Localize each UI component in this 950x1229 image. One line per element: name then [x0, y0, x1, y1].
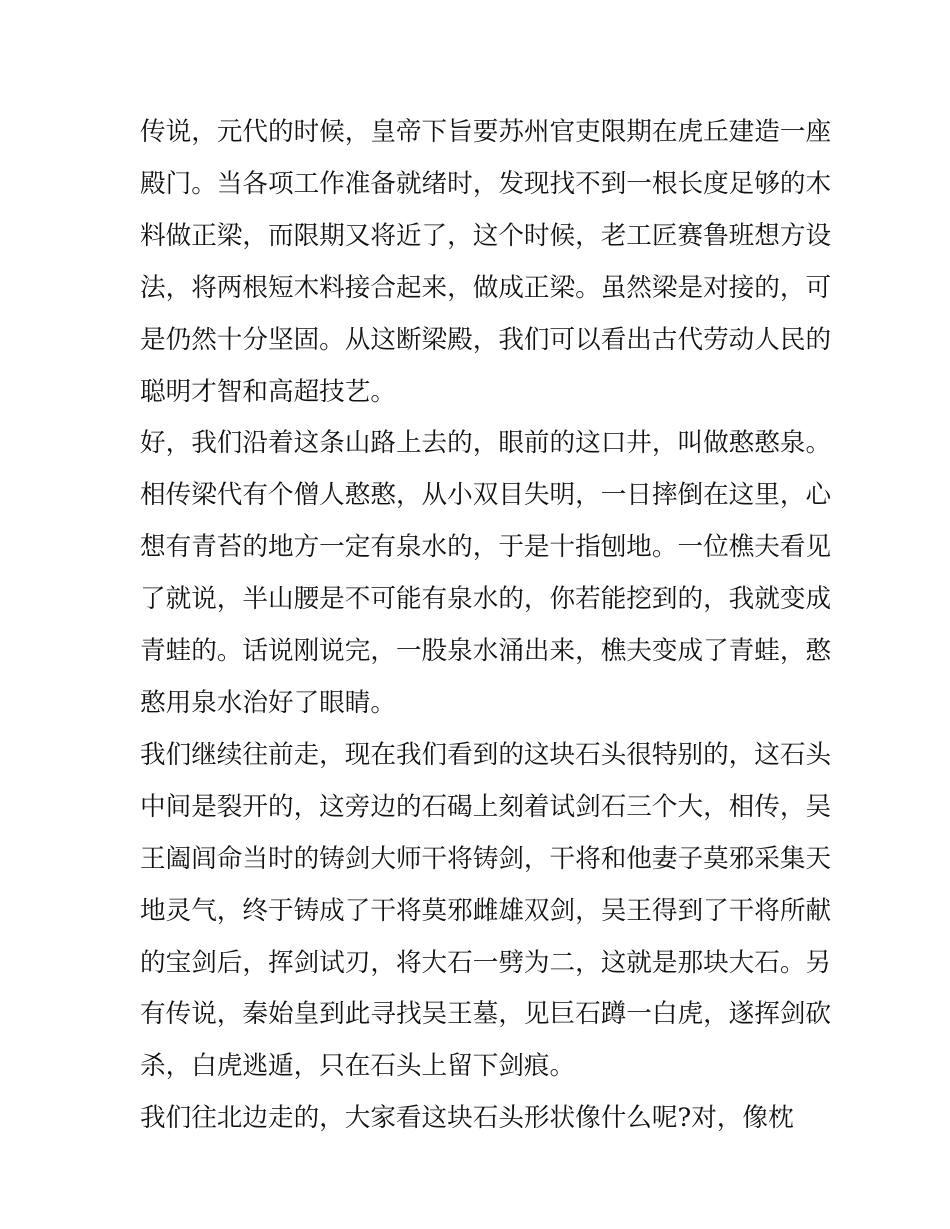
document-body — [140, 107, 832, 1145]
paragraph-duanliang-hall — [140, 107, 832, 418]
text-line: 法，将两根短木料接合起来，做成正梁。虽然梁是对接的，可 — [140, 272, 832, 303]
text-line: 传说，元代的时候，皇帝下旨要苏州官吏限期在虎丘建造一座 — [140, 117, 832, 147]
text-line: 聪明才智和高超技艺。 — [140, 376, 396, 407]
text-line: 的宝剑后，挥剑试刃，将大石一劈为二，这就是那块大石。另 — [140, 947, 832, 978]
text-line: 中间是裂开的，这旁边的石碣上刻着试剑石三个大，相传，吴 — [140, 791, 832, 822]
paragraph-sword-testing-stone — [140, 730, 832, 1093]
text-line: 我们继续往前走，现在我们看到的这块石头很特别的，这石头 — [140, 739, 832, 770]
text-line: 杀，白虎逃遁，只在石头上留下剑痕。 — [140, 1051, 576, 1082]
text-line: 憨用泉水治好了眼睛。 — [140, 687, 396, 718]
text-line: 地灵气，终于铸成了干将莫邪雌雄双剑，吴王得到了干将所献 — [140, 895, 832, 926]
text-line: 相传梁代有个僧人憨憨，从小双目失明，一日摔倒在这里，心 — [140, 480, 832, 511]
paragraph-pillow-stone — [140, 1093, 820, 1145]
text-line: 料做正梁，而限期又将近了，这个时候，老工匠赛鲁班想方设 — [140, 220, 832, 251]
text-line: 了就说，半山腰是不可能有泉水的，你若能挖到的，我就变成 — [140, 584, 832, 615]
text-line: 有传说，秦始皇到此寻找吴王墓，见巨石蹲一白虎，遂挥剑砍 — [140, 999, 832, 1030]
text-line: 王阖闾命当时的铸剑大师干将铸剑，干将和他妻子莫邪采集天 — [140, 843, 832, 874]
text-line: 好，我们沿着这条山路上去的，眼前的这口井，叫做憨憨泉。 — [140, 428, 832, 459]
paragraph-hanhan-spring — [140, 418, 832, 729]
text-line: 我们往北边走的，大家看这块石头形状像什么呢?对，像枕 — [140, 1103, 794, 1134]
text-line: 殿门。当各项工作准备就绪时，发现找不到一根长度足够的木 — [140, 168, 832, 199]
text-line: 是仍然十分坚固。从这断梁殿，我们可以看出古代劳动人民的 — [140, 324, 832, 355]
text-line: 想有青苔的地方一定有泉水的，于是十指刨地。一位樵夫看见 — [140, 532, 832, 563]
text-line: 青蛙的。话说刚说完，一股泉水涌出来，樵夫变成了青蛙，憨 — [140, 636, 832, 667]
